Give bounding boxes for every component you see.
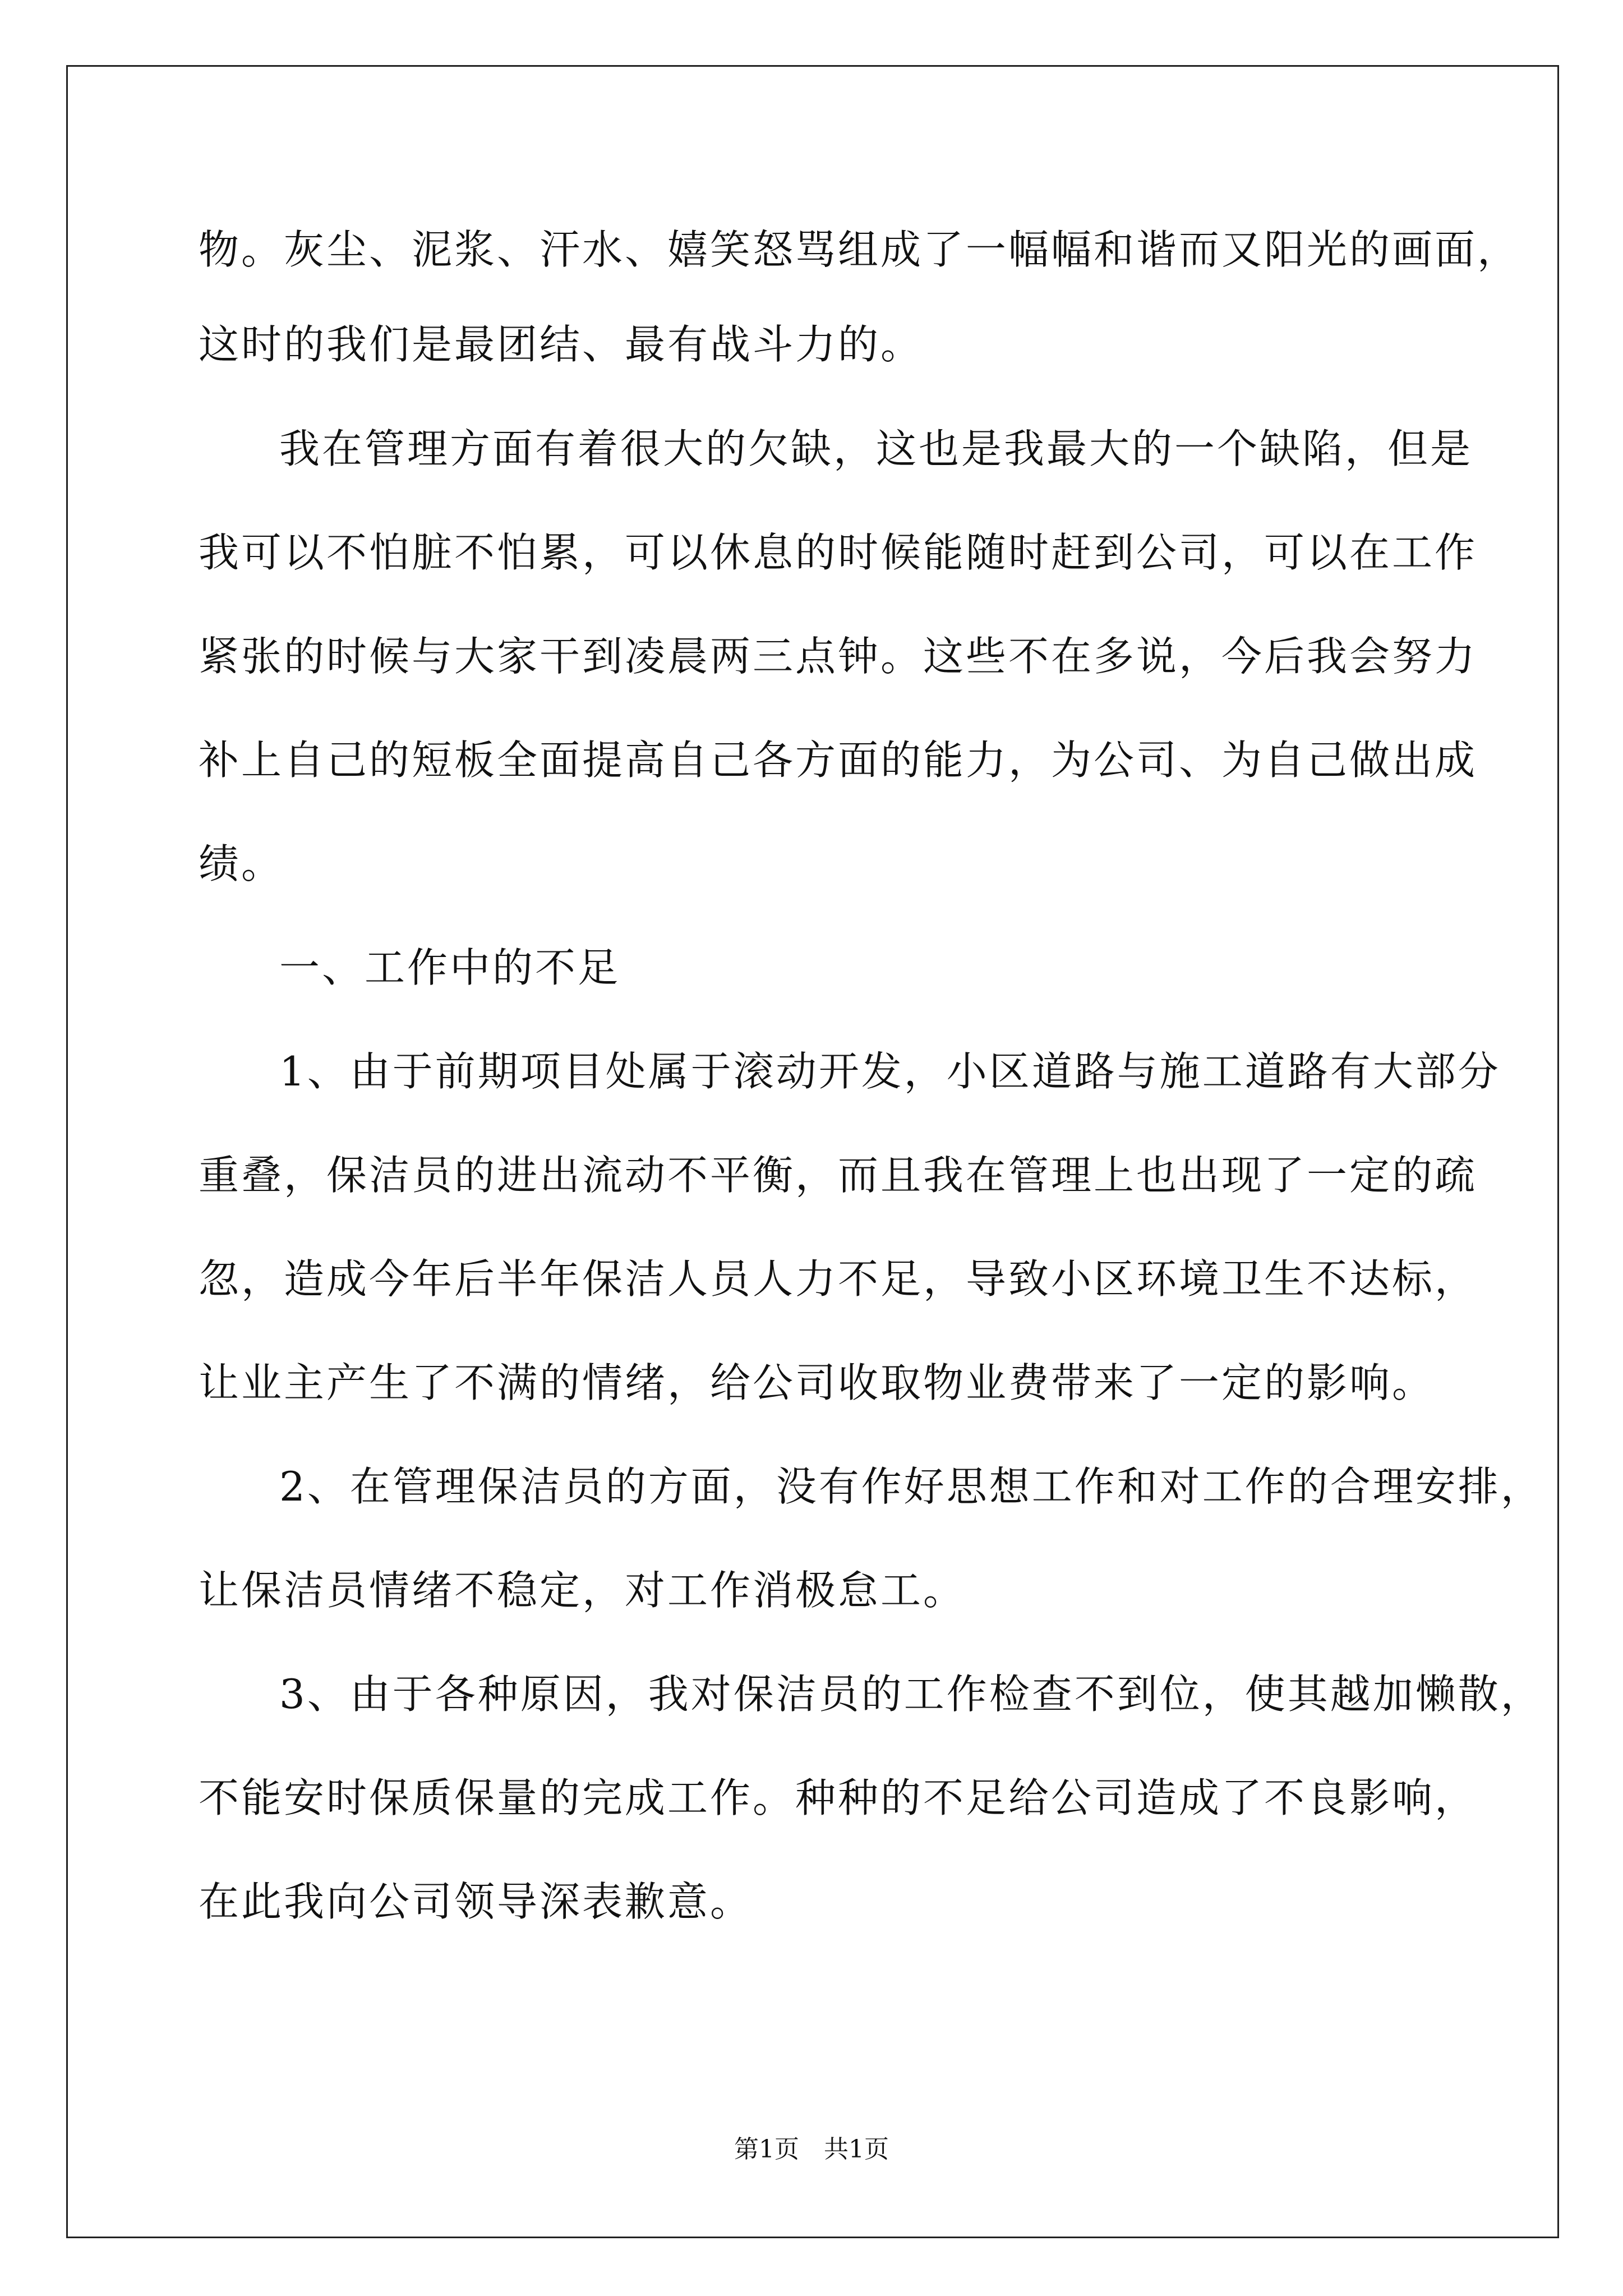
- page-number-footer: 第1页 共1页: [734, 2135, 889, 2164]
- text-line: 重叠，保洁员的进出流动不平衡，而且我在管理上也出现了一定的疏: [199, 1152, 1478, 1199]
- text-line: 在此我向公司领导深表歉意。: [199, 1878, 753, 1925]
- text-line: 绩。: [199, 840, 284, 887]
- text-line: 不能安时保质保量的完成工作。种种的不足给公司造成了不良影响，: [199, 1774, 1478, 1821]
- paragraph-first-line: 2、在管理保洁员的方面，没有作好思想工作和对工作的合理安排，: [279, 1463, 1543, 1510]
- text-line: 让保洁员情绪不稳定，对工作消极怠工。: [199, 1567, 966, 1614]
- text-line: 让业主产生了不满的情绪，给公司收取物业费带来了一定的影响。: [199, 1359, 1435, 1406]
- text-line: 补上自己的短板全面提高自己各方面的能力，为公司、为自己做出成: [199, 737, 1478, 784]
- text-line: 紧张的时候与大家干到凌晨两三点钟。这些不在多说，今后我会努力: [199, 633, 1478, 680]
- paragraph-first-line: 我在管理方面有着很大的欠缺，这也是我最大的一个缺陷，但是: [279, 425, 1473, 472]
- section-heading: 一、工作中的不足: [279, 944, 621, 991]
- text-line: 我可以不怕脏不怕累，可以休息的时候能随时赶到公司，可以在工作: [199, 529, 1478, 576]
- text-line: 物。灰尘、泥浆、汗水、嬉笑怒骂组成了一幅幅和谐而又阳光的画面，: [199, 226, 1520, 273]
- text-line: 忽，造成今年后半年保洁人员人力不足，导致小区环境卫生不达标，: [199, 1255, 1478, 1303]
- paragraph-first-line: 3、由于各种原因，我对保洁员的工作检查不到位，使其越加懒散，: [279, 1671, 1543, 1718]
- paragraph-first-line: 1、由于前期项目处属于滚动开发，小区道路与施工道路有大部分: [279, 1048, 1501, 1095]
- text-line: 这时的我们是最团结、最有战斗力的。: [199, 321, 924, 368]
